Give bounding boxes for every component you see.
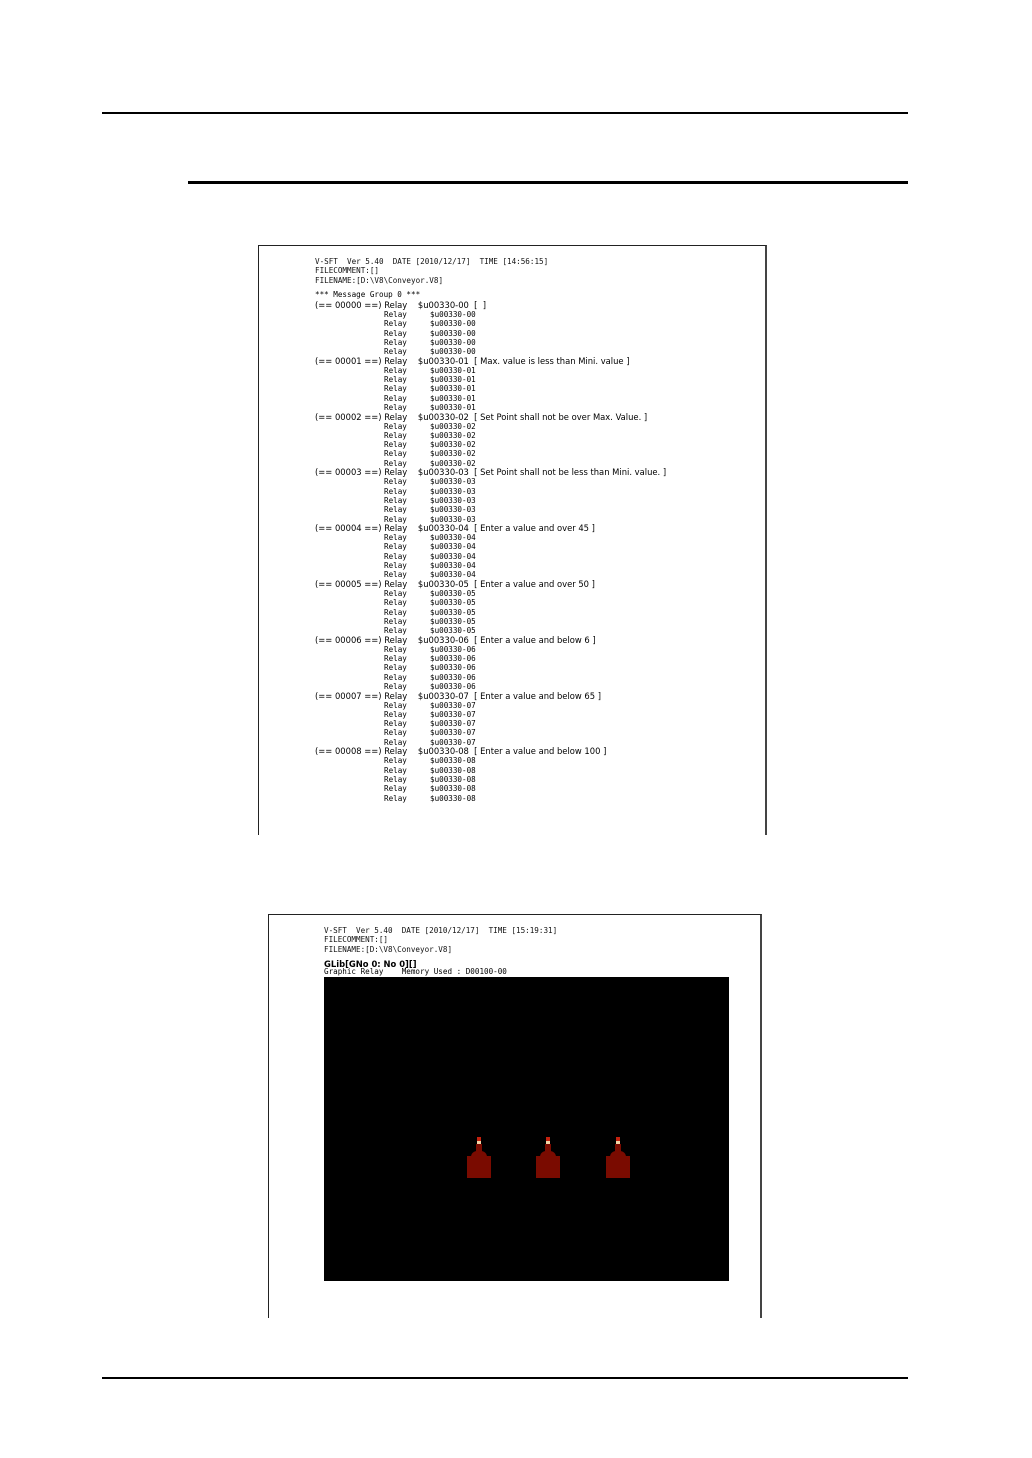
relay-label: Relay [384, 700, 407, 710]
relay-address: $u00330-00 [430, 310, 476, 319]
relay-address: $u00330-00 [430, 337, 476, 347]
relay-label: Relay [384, 709, 407, 719]
record-header: (== 00003 ==) Relay $u00330-03 [ Set Point shall not be less than Mini. value. ] [315, 467, 667, 478]
relay-address: $u00330-00 [430, 347, 476, 357]
relay-address: $u00330-00 [430, 328, 476, 338]
relay-label: Relay [384, 421, 407, 431]
relay-address: $u00330-06 [430, 654, 476, 664]
relay-address: $u00330-07 [430, 700, 476, 710]
relay-label: Relay [384, 570, 407, 580]
section-rule [188, 181, 908, 184]
message-record [259, 356, 768, 412]
relay-label: Relay [384, 589, 407, 598]
bottle-body [606, 1156, 630, 1178]
relay-label: Relay [384, 384, 407, 394]
relay-label: Relay [384, 449, 407, 459]
relay-label: Relay [384, 486, 407, 496]
relay-label: Relay [384, 542, 407, 552]
top-rule [102, 112, 908, 114]
message-record [259, 579, 768, 635]
graphic-canvas [324, 977, 729, 1281]
header-line-version: V-SFT Ver 5.40 DATE [2010/12/17] TIME [14:56:15] [315, 257, 549, 266]
relay-address: $u00330-07 [430, 719, 476, 729]
relay-address: $u00330-02 [430, 440, 476, 450]
listing-header [315, 257, 548, 285]
header-line-filename: FILENAME:[D:\V8\Conveyor.V8] [315, 275, 444, 285]
message-group-title: *** Message Group 0 *** [315, 290, 421, 299]
message-record [259, 691, 768, 747]
relay-label: Relay [384, 440, 407, 450]
relay-address: $u00330-01 [430, 384, 476, 394]
relay-label: Relay [384, 607, 407, 617]
message-record [259, 523, 768, 579]
relay-address: $u00330-03 [430, 514, 476, 524]
relay-label: Relay [384, 375, 407, 385]
message-listing-printout [258, 245, 767, 835]
relay-label: Relay [384, 616, 407, 626]
relay-label: Relay [384, 365, 407, 375]
relay-address: $u00330-02 [430, 430, 476, 440]
relay-label: Relay [384, 561, 407, 571]
relay-address: $u00330-07 [430, 728, 476, 738]
relay-address: $u00330-02 [430, 458, 476, 468]
relay-label: Relay [384, 533, 407, 543]
relay-address: $u00330-04 [430, 561, 476, 571]
bottle-graphic [535, 1137, 561, 1179]
relay-address: $u00330-05 [430, 598, 476, 608]
relay-label: Relay [384, 774, 407, 784]
relay-address: $u00330-04 [430, 570, 476, 580]
bottle-body [467, 1156, 491, 1178]
relay-address: $u00330-02 [430, 421, 476, 431]
relay-label: Relay [384, 514, 407, 524]
record-header: (== 00005 ==) Relay $u00330-05 [ Enter a value and over 50 ] [315, 579, 595, 589]
header-line-filecomment: FILECOMMENT:[] [315, 266, 380, 276]
relay-address: $u00330-06 [430, 681, 476, 691]
relay-label: Relay [384, 719, 407, 729]
relay-address: $u00330-01 [430, 375, 476, 385]
relay-address: $u00330-00 [430, 319, 476, 329]
record-header: (== 00001 ==) Relay $u00330-01 [ Max. value is less than Mini. value ] [315, 355, 630, 366]
relay-address: $u00330-06 [430, 663, 476, 673]
relay-address: $u00330-07 [430, 709, 476, 719]
bottle-graphic [466, 1137, 492, 1179]
relay-label: Relay [384, 505, 407, 515]
relay-label: Relay [384, 681, 407, 691]
record-header: (== 00007 ==) Relay $u00330-07 [ Enter a value and below 65 ] [315, 690, 602, 701]
relay-address: $u00330-08 [430, 756, 476, 766]
graphic-library-printout [268, 914, 762, 1318]
relay-label: Relay [384, 737, 407, 747]
record-header: (== 00000 ==) Relay $u00330-00 [ ] [315, 300, 487, 310]
record-header: (== 00004 ==) Relay $u00330-04 [ Enter a value and over 45 ] [315, 523, 595, 534]
relay-label: Relay [384, 598, 407, 608]
relay-label: Relay [384, 672, 407, 682]
relay-address: $u00330-05 [430, 589, 476, 598]
record-header: (== 00006 ==) Relay $u00330-06 [ Enter a value and below 6 ] [315, 634, 596, 645]
relay-label: Relay [384, 756, 407, 766]
header-line-filename: FILENAME:[D:\V8\Conveyor.V8] [324, 944, 453, 954]
message-record [259, 746, 768, 802]
relay-address: $u00330-03 [430, 486, 476, 496]
glib-title: GLib[GNo 0: No 0][] [324, 959, 417, 969]
bottle-body [536, 1156, 560, 1178]
relay-address: $u00330-01 [430, 402, 476, 412]
message-record [259, 300, 768, 356]
relay-address: $u00330-05 [430, 616, 476, 626]
relay-label: Relay [384, 551, 407, 561]
relay-address: $u00330-08 [430, 793, 476, 803]
relay-address: $u00330-03 [430, 495, 476, 505]
relay-address: $u00330-05 [430, 626, 476, 636]
relay-label: Relay [384, 793, 407, 803]
relay-label: Relay [384, 328, 407, 338]
message-record [259, 412, 768, 468]
relay-label: Relay [384, 728, 407, 738]
relay-address: $u00330-04 [430, 551, 476, 561]
header-line-filecomment: FILECOMMENT:[] [324, 935, 389, 945]
graphic-header [324, 926, 557, 954]
relay-address: $u00330-06 [430, 644, 476, 654]
relay-label: Relay [384, 644, 407, 654]
record-header: (== 00002 ==) Relay $u00330-02 [ Set Point shall not be over Max. Value. ] [315, 411, 648, 422]
relay-address: $u00330-03 [430, 505, 476, 515]
relay-label: Relay [384, 654, 407, 664]
relay-address: $u00330-08 [430, 774, 476, 784]
relay-label: Relay [384, 347, 407, 357]
relay-address: $u00330-01 [430, 393, 476, 403]
relay-address: $u00330-08 [430, 784, 476, 794]
relay-label: Relay [384, 337, 407, 347]
relay-label: Relay [384, 393, 407, 403]
message-record [259, 635, 768, 691]
relay-address: $u00330-08 [430, 765, 476, 775]
glib-memory-info: Graphic Relay Memory Used : D00100-00 [324, 967, 507, 976]
relay-label: Relay [384, 310, 407, 319]
header-line-version: V-SFT Ver 5.40 DATE [2010/12/17] TIME [15:19:31] [324, 926, 558, 935]
relay-label: Relay [384, 402, 407, 412]
relay-label: Relay [384, 430, 407, 440]
relay-address: $u00330-01 [430, 365, 476, 375]
relay-address: $u00330-03 [430, 477, 476, 487]
relay-label: Relay [384, 765, 407, 775]
message-record [259, 467, 768, 523]
bottle-graphic [605, 1137, 631, 1179]
relay-label: Relay [384, 784, 407, 794]
relay-address: $u00330-07 [430, 737, 476, 747]
relay-address: $u00330-04 [430, 542, 476, 552]
relay-label: Relay [384, 458, 407, 468]
relay-address: $u00330-02 [430, 449, 476, 459]
record-header: (== 00008 ==) Relay $u00330-08 [ Enter a value and below 100 ] [315, 746, 607, 757]
relay-label: Relay [384, 663, 407, 673]
relay-label: Relay [384, 477, 407, 487]
relay-label: Relay [384, 495, 407, 505]
bottom-rule [102, 1377, 908, 1379]
relay-address: $u00330-05 [430, 607, 476, 617]
relay-label: Relay [384, 319, 407, 329]
relay-label: Relay [384, 626, 407, 636]
relay-address: $u00330-04 [430, 533, 476, 543]
relay-address: $u00330-06 [430, 672, 476, 682]
